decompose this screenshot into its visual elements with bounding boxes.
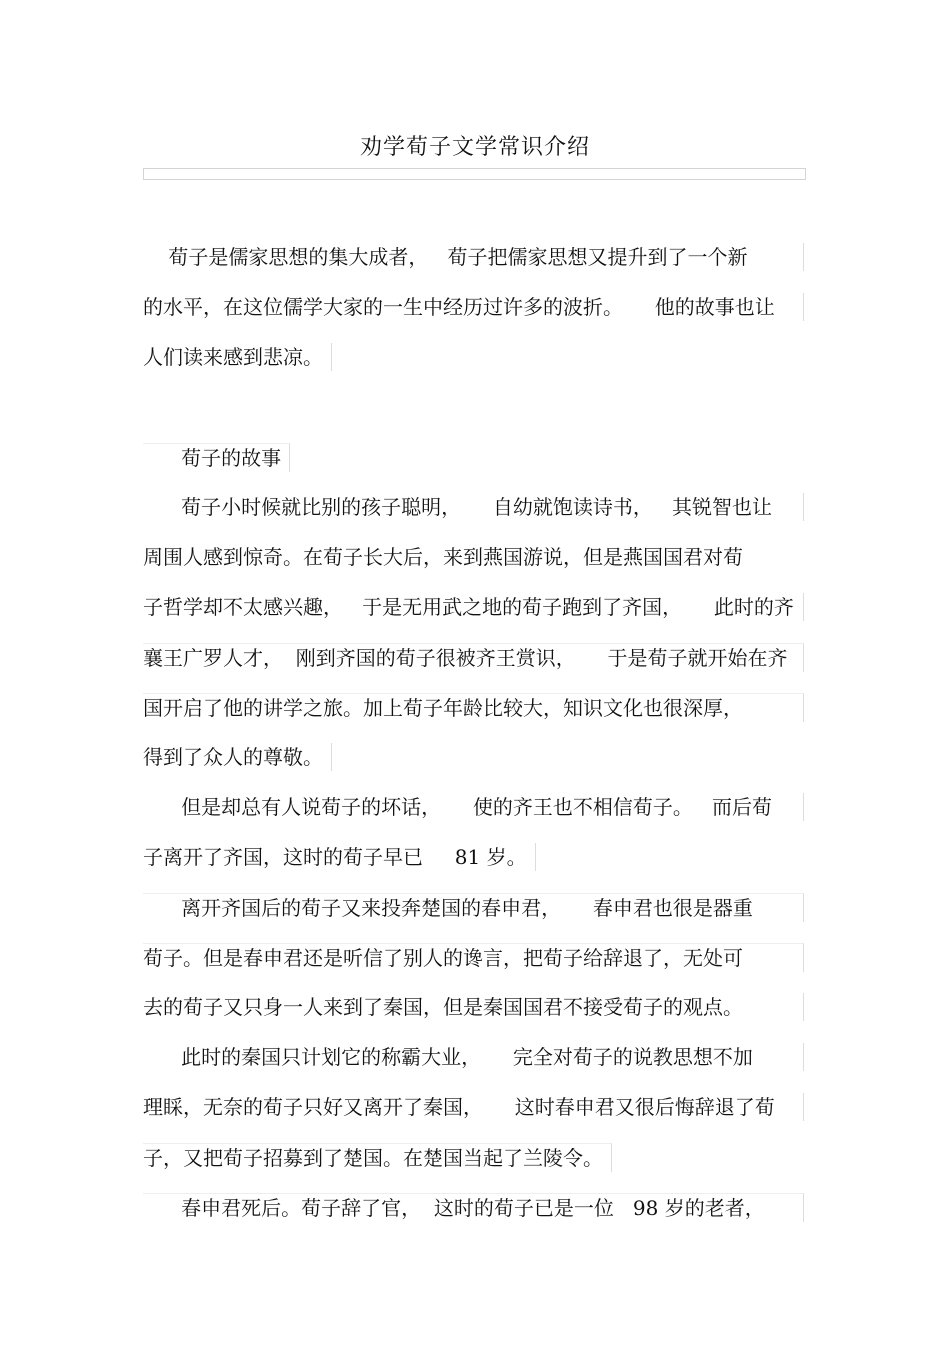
text-line: 子离开了齐国，这时的荀子早已 81 岁。 [143, 843, 536, 871]
text-line: 荀子。但是春申君还是听信了别人的谗言，把荀子给辞退了，无处可 [143, 943, 804, 972]
text-line: 人们读来感到悲凉。 [143, 343, 332, 371]
text-line: 荀子小时候就比别的孩子聪明， 自幼就饱读诗书， 其锐智也让 [143, 493, 804, 521]
text-line: 襄王广罗人才， 刚到齐国的荀子很被齐王赏识， 于是荀子就开始在齐 [143, 643, 804, 672]
text-line: 离开齐国后的荀子又来投奔楚国的春申君， 春申君也很是器重 [143, 893, 804, 922]
text-line: 子，又把荀子招募到了楚国。在楚国当起了兰陵令。 [143, 1143, 612, 1172]
text-line: 但是却总有人说荀子的坏话， 使的齐王也不相信荀子。 而后荀 [143, 793, 804, 821]
text-line: 春申君死后。荀子辞了官， 这时的荀子已是一位 98 岁的老者， [143, 1193, 804, 1222]
text-line: 荀子是儒家思想的集大成者， 荀子把儒家思想又提升到了一个新 [143, 243, 804, 271]
text-line: 理睬，无奈的荀子只好又离开了秦国， 这时春申君又很后悔辞退了荀 [143, 1093, 804, 1121]
document-title: 劝学荀子文学常识介绍 [359, 135, 590, 160]
text-line: 周围人感到惊奇。在荀子长大后，来到燕国游说，但是燕国国君对荀 [143, 545, 743, 569]
text-line: 得到了众人的尊敬。 [143, 743, 332, 771]
text-line: 国开启了他的讲学之旅。加上荀子年龄比较大，知识文化也很深厚， [143, 693, 804, 722]
text-line: 去的荀子又只身一人来到了秦国，但是秦国国君不接受荀子的观点。 [143, 993, 804, 1021]
title-divider [143, 168, 806, 180]
text-line: 子哲学却不太感兴趣， 于是无用武之地的荀子跑到了齐国， 此时的齐 [143, 593, 804, 621]
text-line: 的水平，在这位儒学大家的一生中经历过许多的波折。 他的故事也让 [143, 293, 804, 321]
section-heading: 荀子的故事 [143, 443, 290, 472]
text-line: 此时的秦国只计划它的称霸大业， 完全对荀子的说教思想不加 [143, 1043, 804, 1071]
